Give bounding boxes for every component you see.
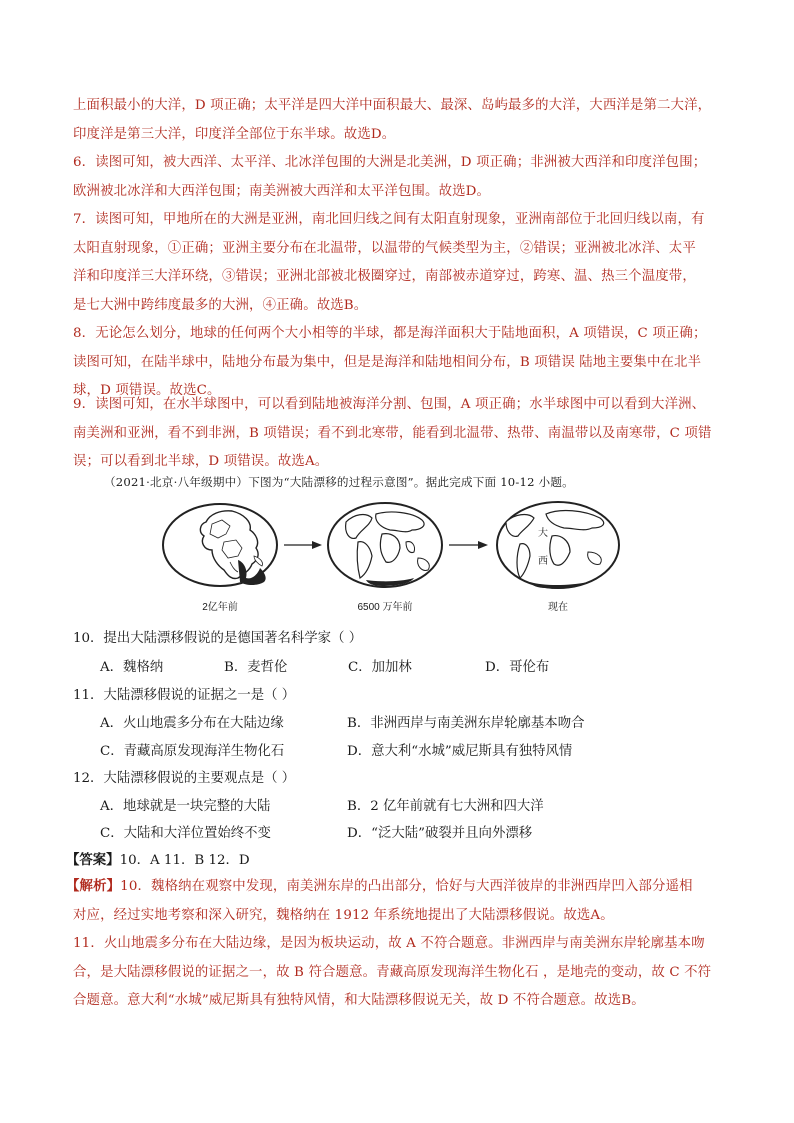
text-line: 洋和印度洋三大洋环绕，③错误；亚洲北部被北极圈穿过，南部被赤道穿过，跨寒、温、热三个温度带， [73, 269, 696, 284]
question-12-option-c: C．大陆和大洋位置始终不变 [100, 826, 271, 841]
arrow-icon [449, 541, 488, 549]
question-10-option-b: B．麦哲伦 [224, 660, 288, 675]
map-label-xi: 西 [538, 556, 548, 567]
map-label-da: 大 [538, 528, 548, 539]
text-line: 8．无论怎么划分，地球的任何两个大小相等的半球，都是海洋面积大于陆地面积，A 项错误，C 项正确； [73, 326, 707, 341]
continental-drift-figure [160, 500, 638, 622]
text-line: 7．读图可知，甲地所在的大洲是亚洲，南北回归线之间有太阳直射现象，亚洲南部位于北回归线以南，有 [73, 212, 705, 227]
text-line: 球，D 项错误。故选C。 [73, 383, 221, 398]
question-11-option-c: C．青藏高原发现海洋生物化石 [100, 744, 285, 759]
analysis-text: 10．魏格纳在观察中发现，南美洲东岸的凸出部分，恰好与大西洋彼岸的非洲西岸凹入部分遥相 [120, 879, 693, 894]
explanation-5-continued [73, 92, 733, 149]
caption-65-million: 6500 万年前 [357, 602, 413, 613]
answer-text: 10．A 11．B 12．D [119, 853, 250, 868]
question-10-stem: 10．提出大陆漂移假说的是德国著名科学家（ ） [73, 631, 363, 646]
globe-200-million-years [163, 504, 277, 613]
analysis-line [66, 872, 736, 902]
text-line: 南美洲和亚洲，看不到非洲，B 项错误；看不到北寒带，能看到北温带、热带、南温带以及南寒带，C 项错 [73, 425, 712, 441]
question-10-option-d: D．哥伦布 [485, 660, 550, 675]
question-11-option-d: D．意大利“水城”威尼斯具有独特风情 [347, 744, 573, 759]
text-line: 是七大洲中跨纬度最多的大洲，④正确。故选B。 [73, 297, 368, 313]
analysis-line: 合，是大陆漂移假说的证据之一，故 B 符合题意。青藏高原发现海洋生物化石 ，是地壳的变动，故 C 不符 [73, 964, 712, 980]
explanation-9 [73, 391, 733, 477]
answer-line [66, 849, 250, 868]
text-line: 太阳直射现象，①正确；亚洲主要分布在北温带，以温带的气候类型为主，②错误；亚洲被北冰洋、太平 [73, 240, 696, 256]
analysis-line: 11．火山地震多分布在大陆边缘，是因为板块运动，故 A 不符合题意。非洲西岸与南美洲东岸轮廓基本吻 [73, 936, 705, 951]
text-line: 读图可知，在陆半球中，陆地分布最为集中，但是是海洋和陆地相间分布，B 项错误 陆地主要集中在北半 [73, 354, 702, 370]
question-12-stem: 12．大陆漂移假说的主要观点是（ ） [73, 771, 296, 786]
analysis-line: 对应，经过实地考察和深入研究，魏格纳在 1912 年系统地提出了大陆漂移假说。故选A。 [73, 907, 614, 923]
globe-present-day [497, 502, 619, 613]
analysis-tag: 【解析】 [66, 878, 121, 894]
caption-200-million: 2亿年前 [202, 602, 238, 613]
explanation-6 [73, 149, 733, 206]
explanation-7 [73, 206, 733, 320]
globe-65-million-years [328, 503, 442, 613]
question-11-option-a: A．火山地震多分布在大陆边缘 [100, 716, 284, 731]
text-line: 6．读图可知，被大西洋、太平洋、北冰洋包围的大洲是北美洲，D 项正确；非洲被大西洋和印度洋包围； [73, 155, 707, 170]
question-10-option-c: C．加加林 [348, 660, 412, 675]
analysis-line: 合题意。意大利“水城”威尼斯具有独特风情，和大陆漂移假说无关，故 D 不符合题意。故选B。 [73, 993, 645, 1008]
text-line: 印度洋是第三大洋，印度洋全部位于东半球。故选D。 [73, 126, 396, 142]
analysis-block [66, 872, 736, 1016]
question-12-option-b: B．2 亿年前就有七大洲和四大洋 [347, 799, 544, 814]
question-11-stem: 11．大陆漂移假说的证据之一是（ ） [73, 688, 296, 703]
question-intro: （2021·北京·八年级期中）下图为“大陆漂移的过程示意图”。据此完成下面 10-12 小题。 [104, 475, 574, 489]
question-10-option-a: A．魏格纳 [100, 660, 164, 675]
caption-present: 现在 [548, 602, 568, 613]
question-11-option-b: B．非洲西岸与南美洲东岸轮廓基本吻合 [347, 716, 585, 731]
text-line: 9．读图可知，在水半球图中，可以看到陆地被海洋分割、包围，A 项正确；水半球图中可以看到大洋洲、 [73, 397, 706, 412]
text-line: 上面积最小的大洋，D 项正确；太平洋是四大洋中面积最大、最深、岛屿最多的大洋，大西洋是第二大洋， [73, 98, 712, 113]
question-12-option-a: A．地球就是一块完整的大陆 [100, 799, 271, 814]
answer-tag: 【答案】 [66, 852, 120, 868]
question-12-option-d: D．“泛大陆”破裂并且向外漂移 [347, 826, 533, 841]
text-line: 误；可以看到北半球，D 项错误。故选A。 [73, 454, 329, 469]
arrow-icon [284, 541, 322, 549]
text-line: 欧洲被北冰洋和大西洋包围；南美洲被大西洋和太平洋包围。故选D。 [73, 183, 491, 199]
